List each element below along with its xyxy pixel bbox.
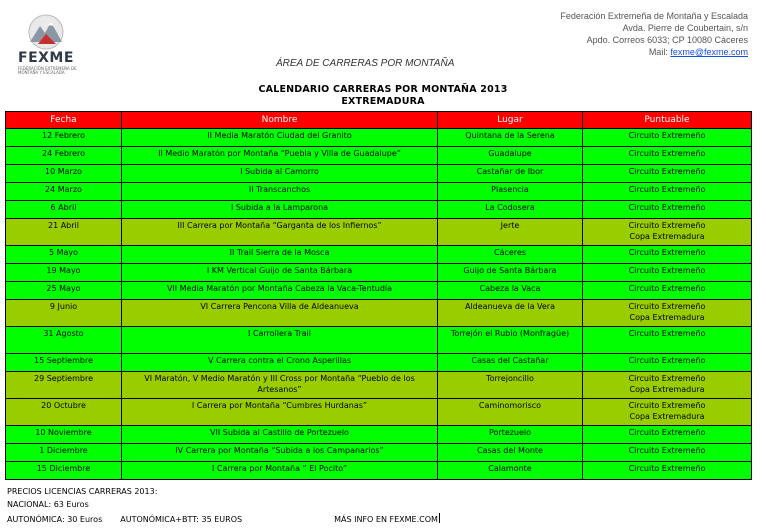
cell-nombre: VII Subida al Castillo de Portezuelo bbox=[122, 426, 438, 444]
org-name: Federación Extremeña de Montaña y Escalada bbox=[560, 11, 748, 21]
cell-fecha: 31 Agosto bbox=[6, 327, 122, 354]
table-row bbox=[6, 201, 752, 219]
puntuable-item: Copa Extremadura bbox=[629, 385, 705, 394]
cell-nombre: IV Carrera por Montaña “Subida a los Campanarios” bbox=[122, 444, 438, 462]
puntuable-item: Circuito Extremeño bbox=[628, 221, 706, 230]
puntuable-item: Circuito Extremeño bbox=[628, 284, 706, 293]
cell-fecha: 24 Febrero bbox=[6, 147, 122, 165]
header-puntuable: Puntuable bbox=[583, 112, 752, 129]
fexme-logo bbox=[14, 12, 84, 78]
cell-puntuable bbox=[583, 399, 752, 426]
puntuable-item: Circuito Extremeño bbox=[628, 464, 706, 473]
cell-puntuable bbox=[583, 282, 752, 300]
cell-puntuable bbox=[583, 444, 752, 462]
cell-lugar: Plasencia bbox=[438, 183, 583, 201]
cell-nombre: III Carrera por Montaña “Garganta de los Infiernos” bbox=[122, 219, 438, 246]
cell-lugar: Torrejón el Rubio (Monfragüe) bbox=[438, 327, 583, 354]
cell-fecha: 6 Abril bbox=[6, 201, 122, 219]
cell-fecha: 19 Mayo bbox=[6, 264, 122, 282]
cell-lugar: Guijo de Santa Bárbara bbox=[438, 264, 583, 282]
organization-contact bbox=[448, 10, 748, 58]
cell-nombre: VI Maratón, V Medio Maratón y III Cross por Montaña “Pueblo de los Artesanos” bbox=[122, 372, 438, 399]
cell-puntuable bbox=[583, 354, 752, 372]
cell-puntuable bbox=[583, 183, 752, 201]
table-row bbox=[6, 327, 752, 354]
cell-lugar: Cabeza la Vaca bbox=[438, 282, 583, 300]
cell-nombre: II Media Maratón Ciudad del Granito bbox=[122, 129, 438, 147]
cell-fecha: 12 Febrero bbox=[6, 129, 122, 147]
text-cursor bbox=[439, 513, 440, 523]
table-row bbox=[6, 246, 752, 264]
mail-link[interactable]: fexme@fexme.com bbox=[670, 47, 748, 57]
cell-lugar: Portezuelo bbox=[438, 426, 583, 444]
cell-nombre: II Medio Maratón por Montaña “Puebla y Villa de Guadalupe” bbox=[122, 147, 438, 165]
cell-nombre: II Trail Sierra de la Mosca bbox=[122, 246, 438, 264]
cell-nombre: I Subida al Camorro bbox=[122, 165, 438, 183]
footer-nacional: NACIONAL: 63 Euros bbox=[7, 500, 89, 509]
cell-puntuable bbox=[583, 264, 752, 282]
cell-fecha: 5 Mayo bbox=[6, 246, 122, 264]
cell-puntuable bbox=[583, 165, 752, 183]
cell-fecha: 15 Septiembre bbox=[6, 354, 122, 372]
table-row bbox=[6, 129, 752, 147]
cell-nombre: VI Carrera Pencona Villa de Aldeanueva bbox=[122, 300, 438, 327]
puntuable-item: Circuito Extremeño bbox=[628, 149, 706, 158]
cell-fecha: 10 Marzo bbox=[6, 165, 122, 183]
puntuable-item: Circuito Extremeño bbox=[628, 428, 706, 437]
cell-lugar: Cáceres bbox=[438, 246, 583, 264]
table-row bbox=[6, 264, 752, 282]
cell-puntuable bbox=[583, 147, 752, 165]
table-row bbox=[6, 399, 752, 426]
table-row bbox=[6, 300, 752, 327]
cell-fecha: 24 Marzo bbox=[6, 183, 122, 201]
puntuable-item: Circuito Extremeño bbox=[628, 185, 706, 194]
cell-nombre: I Subida a la Lamparona bbox=[122, 201, 438, 219]
puntuable-item: Circuito Extremeño bbox=[628, 329, 706, 338]
mountain-logo-icon bbox=[26, 14, 66, 50]
cell-lugar: Caminomorisco bbox=[438, 399, 583, 426]
table-row bbox=[6, 354, 752, 372]
cell-lugar: Torrejoncillo bbox=[438, 372, 583, 399]
cell-nombre: I Carrera por Montaña “ El Pocito” bbox=[122, 462, 438, 480]
cell-nombre: I KM Vertical Guijo de Santa Bárbara bbox=[122, 264, 438, 282]
puntuable-item: Copa Extremadura bbox=[629, 232, 705, 241]
table-row bbox=[6, 219, 752, 246]
table-row bbox=[6, 165, 752, 183]
puntuable-item: Circuito Extremeño bbox=[628, 446, 706, 455]
table-row bbox=[6, 183, 752, 201]
cell-nombre: VII Media Maratón por Montaña Cabeza la Vaca-Tentudía bbox=[122, 282, 438, 300]
cell-lugar: Casas del Castañar bbox=[438, 354, 583, 372]
table-row bbox=[6, 426, 752, 444]
cell-lugar: Jerte bbox=[438, 219, 583, 246]
footer-info: MÁS INFO EN FEXME.COM bbox=[334, 515, 438, 524]
cell-lugar: Calamonte bbox=[438, 462, 583, 480]
puntuable-item: Circuito Extremeño bbox=[628, 266, 706, 275]
puntuable-item: Circuito Extremeño bbox=[628, 401, 706, 410]
cell-puntuable bbox=[583, 300, 752, 327]
puntuable-item: Copa Extremadura bbox=[629, 313, 705, 322]
cell-fecha: 10 Noviembre bbox=[6, 426, 122, 444]
puntuable-item: Circuito Extremeño bbox=[628, 167, 706, 176]
cell-lugar: Casas del Monte bbox=[438, 444, 583, 462]
table-row bbox=[6, 147, 752, 165]
cell-puntuable bbox=[583, 219, 752, 246]
cell-nombre: V Carrera contra el Crono Asperillas bbox=[122, 354, 438, 372]
puntuable-item: Circuito Extremeño bbox=[628, 131, 706, 140]
cell-fecha: 21 Abril bbox=[6, 219, 122, 246]
cell-puntuable bbox=[583, 201, 752, 219]
header-fecha: Fecha bbox=[6, 112, 122, 129]
header-nombre: Nombre bbox=[122, 112, 438, 129]
cell-lugar: Aldeanueva de la Vera bbox=[438, 300, 583, 327]
cell-puntuable bbox=[583, 327, 752, 354]
footer-autonomica: AUTONÓMICA: 30 Euros bbox=[7, 515, 103, 524]
cell-puntuable bbox=[583, 372, 752, 399]
area-heading: ÁREA DE CARRERAS POR MONTAÑA bbox=[276, 58, 455, 69]
puntuable-item: Copa Extremadura bbox=[629, 412, 705, 421]
cell-lugar: Quintana de la Serena bbox=[438, 129, 583, 147]
cell-puntuable bbox=[583, 426, 752, 444]
table-body bbox=[6, 129, 752, 480]
puntuable-item: Circuito Extremeño bbox=[628, 248, 706, 257]
cell-nombre: I Carrollera Trail bbox=[122, 327, 438, 354]
calendar-title: CALENDARIO CARRERAS POR MONTAÑA 2013 bbox=[258, 84, 508, 95]
races-table bbox=[5, 111, 752, 480]
cell-lugar: Castañar de Ibor bbox=[438, 165, 583, 183]
cell-fecha: 15 Diciembre bbox=[6, 462, 122, 480]
org-postal: Apdo. Correos 6033; CP 10080 Cáceres bbox=[586, 35, 748, 45]
puntuable-item: Circuito Extremeño bbox=[628, 302, 706, 311]
cell-fecha: 9 Junio bbox=[6, 300, 122, 327]
cell-nombre: I Carrera por Montaña “Cumbres Hurdanas” bbox=[122, 399, 438, 426]
logo-subtitle: FEDERACIÓN EXTREMEÑA DE MONTAÑA Y ESCALADA bbox=[18, 66, 77, 75]
cell-lugar: Guadalupe bbox=[438, 147, 583, 165]
cell-fecha: 20 Octubre bbox=[6, 399, 122, 426]
table-header-row bbox=[6, 112, 752, 129]
mail-label: Mail: bbox=[648, 47, 668, 57]
table-row bbox=[6, 444, 752, 462]
cell-lugar: La Codosera bbox=[438, 201, 583, 219]
cell-fecha: 1 Diciembre bbox=[6, 444, 122, 462]
footer-prices-title: PRECIOS LICENCIAS CARRERAS 2013: bbox=[7, 487, 158, 496]
puntuable-item: Circuito Extremeño bbox=[628, 203, 706, 212]
puntuable-item: Circuito Extremeño bbox=[628, 356, 706, 365]
cell-fecha: 25 Mayo bbox=[6, 282, 122, 300]
logo-wordmark: FEXME bbox=[18, 50, 74, 66]
cell-puntuable bbox=[583, 246, 752, 264]
header-lugar: Lugar bbox=[438, 112, 583, 129]
footer-autonomica-line bbox=[7, 513, 440, 524]
calendar-subtitle: EXTREMADURA bbox=[341, 96, 425, 107]
table-row bbox=[6, 282, 752, 300]
cell-nombre: II Transcanchos bbox=[122, 183, 438, 201]
org-address: Avda. Pierre de Coubertain, s/n bbox=[622, 23, 748, 33]
cell-puntuable bbox=[583, 129, 752, 147]
cell-fecha: 29 Septiembre bbox=[6, 372, 122, 399]
footer-autonomica-btt: AUTONÓMICA+BTT: 35 EUROS bbox=[120, 515, 243, 524]
org-mail bbox=[448, 46, 748, 58]
table-row bbox=[6, 372, 752, 399]
table-row bbox=[6, 462, 752, 480]
puntuable-item: Circuito Extremeño bbox=[628, 374, 706, 383]
cell-puntuable bbox=[583, 462, 752, 480]
